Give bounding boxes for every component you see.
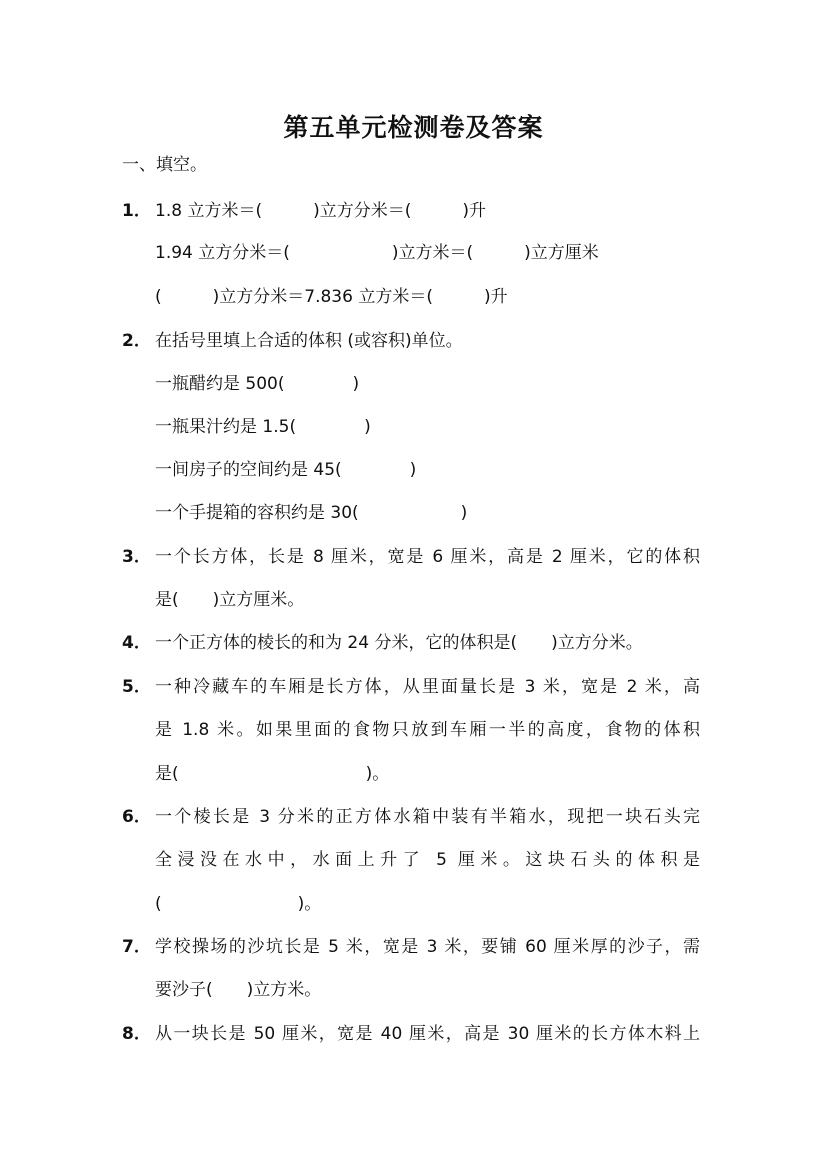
q4-line-1: 一个正方体的棱长的和为 24 分米，它的体积是( )立方分米。 xyxy=(155,633,643,653)
question-number: 8． xyxy=(122,1024,151,1044)
q1-line-3: ( )立方分米＝7.836 立方米＝( )升 xyxy=(155,287,508,307)
q3-line-2: 是( )立方厘米。 xyxy=(155,590,305,610)
q3-line-1: 一个长方体，长是 8 厘米，宽是 6 厘米，高是 2 厘米，它的体积 xyxy=(155,547,700,567)
q5-line-3: 是( )。 xyxy=(155,764,390,784)
question-number: 6． xyxy=(122,807,151,827)
q6-line-1: 一个棱长是 3 分米的正方体水箱中装有半箱水，现把一块石头完 xyxy=(155,807,700,827)
q7-line-2: 要沙子( )立方米。 xyxy=(155,980,322,1000)
q7-line-1: 学校操场的沙坑长是 5 米，宽是 3 米，要铺 60 厘米厚的沙子，需 xyxy=(155,937,700,957)
q5-line-2: 是 1.8 米。如果里面的食物只放到车厢一半的高度，食物的体积 xyxy=(155,720,700,740)
q8-line-1: 从一块长是 50 厘米，宽是 40 厘米，高是 30 厘米的长方体木料上 xyxy=(155,1024,700,1044)
question-number: 3． xyxy=(122,547,151,567)
q6-line-2: 全浸没在水中，水面上升了 5 厘米。这块石头的体积是 xyxy=(155,850,700,870)
q2-item-d: 一个手提箱的容积约是 30( ) xyxy=(155,503,468,523)
question-number: 1． xyxy=(122,201,151,221)
question-number: 2． xyxy=(122,331,151,351)
q2-item-a: 一瓶醋约是 500( ) xyxy=(155,374,360,394)
q2-stem: 在括号里填上合适的体积 (或容积)单位。 xyxy=(155,331,463,351)
page-title: 第五单元检测卷及答案 xyxy=(283,113,544,142)
question-number: 7． xyxy=(122,937,151,957)
q1-line-1: 1.8 立方米＝( )立方分米＝( )升 xyxy=(155,201,486,221)
q5-line-1: 一种冷藏车的车厢是长方体，从里面量长是 3 米，宽是 2 米，高 xyxy=(155,677,700,697)
q1-line-2: 1.94 立方分米＝( )立方米＝( )立方厘米 xyxy=(155,243,599,263)
section-heading: 一、填空。 xyxy=(122,155,207,175)
question-number: 5． xyxy=(122,677,151,697)
q6-line-3: ( )。 xyxy=(155,894,322,914)
q2-item-b: 一瓶果汁约是 1.5( ) xyxy=(155,417,371,437)
question-number: 4． xyxy=(122,633,151,653)
q2-item-c: 一间房子的空间约是 45( ) xyxy=(155,460,417,480)
